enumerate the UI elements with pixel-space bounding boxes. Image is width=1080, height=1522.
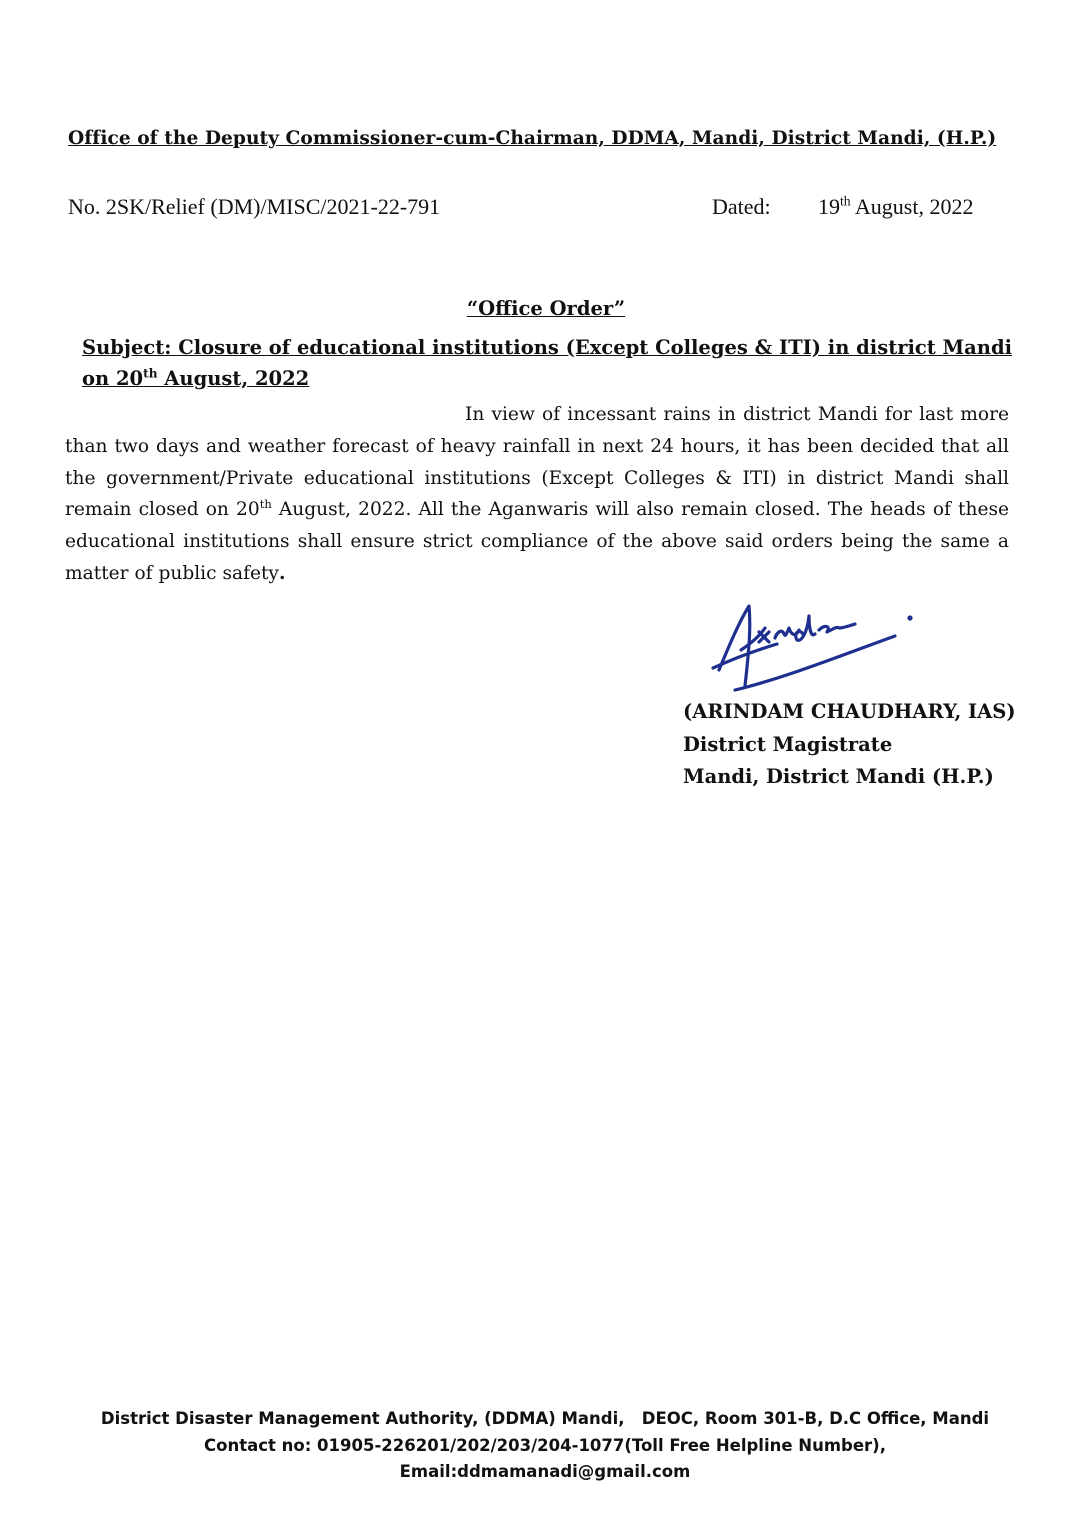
dated-value — [818, 194, 973, 220]
footer-email: Email:ddmamanadi@gmail.com — [399, 1462, 691, 1481]
office-header: Office of the Deputy Commissioner-cum-Chairman, DDMA, Mandi, District Mandi, (H.P.) — [68, 128, 997, 149]
signatory-location: Mandi, District Mandi (H.P.) — [683, 765, 994, 788]
footer — [0, 1406, 1080, 1486]
order-body — [65, 399, 1009, 590]
dated-suffix: th — [840, 193, 851, 209]
footer-contact: Contact no: 01905-226201/202/203/204-1077(Toll Free Helpline Number), — [204, 1435, 886, 1455]
body-text-part2: August, 2022. All the Aganwaris will also remain closed. The heads of these educational institutions shall ensure strict compliance of the above said orders being the same a matter of public safety — [65, 499, 1009, 584]
subject-suffix: th — [143, 366, 158, 381]
subject-line — [82, 332, 1012, 394]
handwritten-signature — [705, 598, 925, 698]
order-title: “Office Order” — [466, 297, 626, 320]
body-end-period: . — [278, 562, 286, 584]
body-date-suffix: th — [259, 497, 272, 512]
subject-text: Subject: Closure of educational institutions (Except Colleges & ITI) in district Mandi on — [82, 336, 1012, 390]
subject-date-rest: August, 2022 — [157, 367, 310, 390]
signatory-block — [683, 696, 1016, 794]
body-text-part1: In view of incessant rains in district Mandi for last more than two days and weather forecast of heavy rainfall in next 24 hours, it has been decided that all the government/Private educational institutions (Except Colleges & ITI) in district Mandi shall remain closed on 20 — [65, 404, 1009, 521]
dated-day: 19 — [818, 194, 840, 219]
footer-address: District Disaster Management Authority, (DDMA) Mandi, DEOC, Room 301-B, D.C Office, Mandi — [100, 1409, 990, 1428]
signatory-name: (ARINDAM CHAUDHARY, IAS) — [683, 700, 1016, 723]
reference-number: No. 2SK/Relief (DM)/MISC/2021-22-791 — [68, 194, 441, 219]
signatory-designation: District Magistrate — [683, 732, 893, 756]
dated-label: Dated: — [712, 194, 771, 219]
subject-day: 20 — [115, 367, 144, 390]
dated-rest: August, 2022 — [850, 194, 974, 219]
